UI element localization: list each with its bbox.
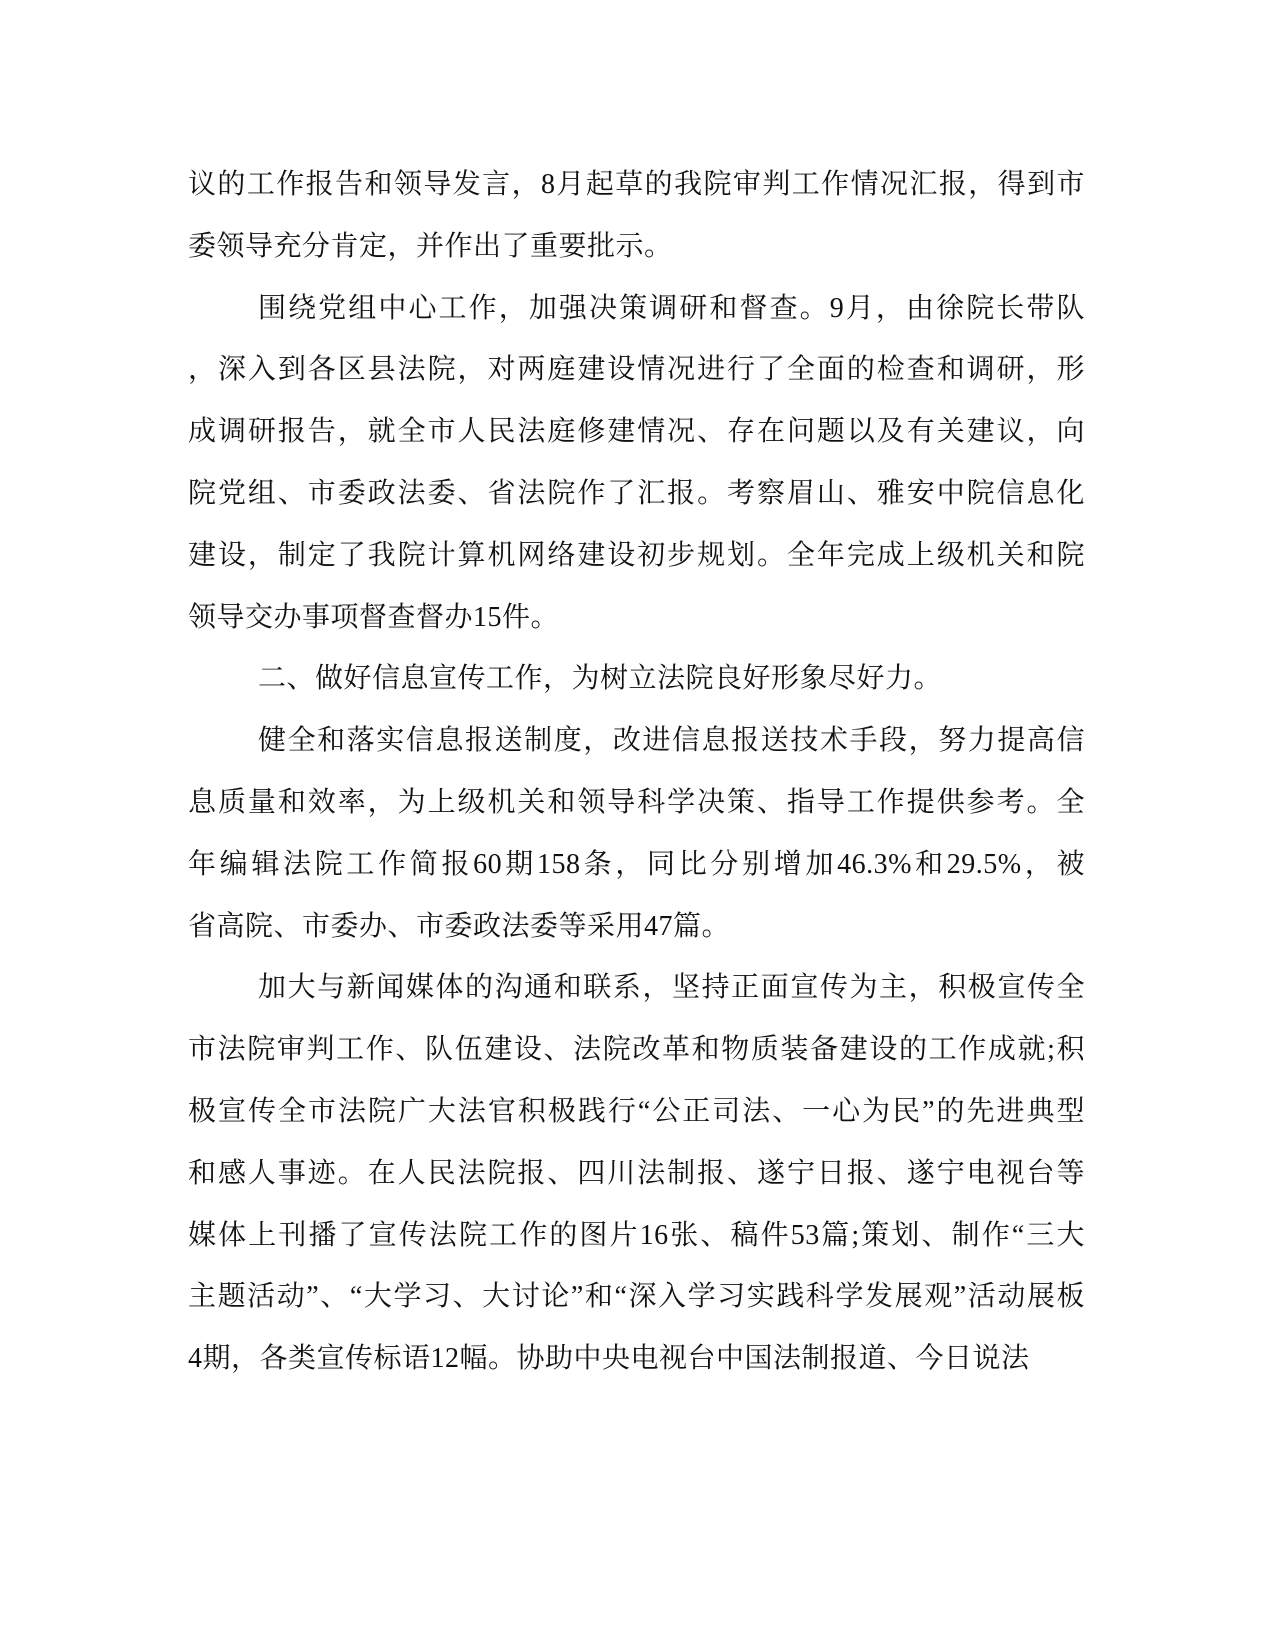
- text-line: 建设，制定了我院计算机网络建设初步规划。全年完成上级机关和院: [188, 539, 1085, 571]
- text-line: 健全和落实信息报送制度，改进信息报送技术手段，努力提高信: [258, 725, 1085, 757]
- section-heading-line: 二、做好信息宣传工作，为树立法院良好形象尽好力。: [258, 663, 943, 695]
- text-line: 年编辑法院工作简报60期158条，同比分别增加46.3%和29.5%，被: [188, 848, 1085, 880]
- text-line: 极宣传全市法院广大法官积极践行“公正司法、一心为民”的先进典型: [188, 1095, 1085, 1127]
- text-line: 和感人事迹。在人民法院报、四川法制报、遂宁日报、遂宁电视台等: [188, 1157, 1085, 1189]
- text-line: 成调研报告，就全市人民法庭修建情况、存在问题以及有关建议，向: [188, 416, 1085, 448]
- text-line: 市法院审判工作、队伍建设、法院改革和物质装备建设的工作成就;积: [188, 1034, 1085, 1066]
- text-line: 议的工作报告和领导发言，8月起草的我院审判工作情况汇报，得到市: [188, 169, 1085, 200]
- document-text-block: [188, 154, 1085, 1390]
- text-line: 围绕党组中心工作，加强决策调研和督查。9月，由徐院长带队: [258, 292, 1085, 324]
- text-line: 息质量和效率，为上级机关和领导科学决策、指导工作提供参考。全: [188, 786, 1085, 818]
- text-line: 4期，各类宣传标语12幅。协助中央电视台中国法制报道、今日说法: [188, 1343, 1030, 1375]
- text-line: 院党组、市委政法委、省法院作了汇报。考察眉山、雅安中院信息化: [188, 477, 1085, 509]
- text-line: 加大与新闻媒体的沟通和联系，坚持正面宣传为主，积极宣传全: [258, 972, 1085, 1004]
- text-line: 媒体上刊播了宣传法院工作的图片16张、稿件53篇;策划、制作“三大: [188, 1219, 1085, 1251]
- text-line: 主题活动”、“大学习、大讨论”和“深入学习实践科学发展观”活动展板: [188, 1281, 1085, 1313]
- text-line: 领导交办事项督查督办15件。: [188, 601, 560, 633]
- text-line: 委领导充分肯定，并作出了重要批示。: [188, 230, 673, 262]
- text-line: ，深入到各区县法院，对两庭建设情况进行了全面的检查和调研，形: [188, 354, 1085, 386]
- text-line: 省高院、市委办、市委政法委等采用47篇。: [188, 910, 731, 942]
